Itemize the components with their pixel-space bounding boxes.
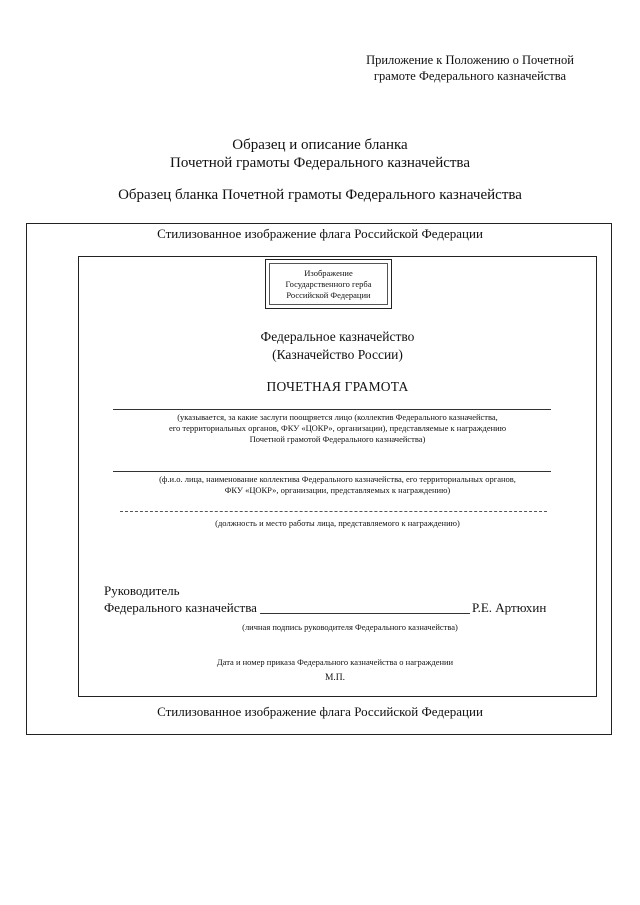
emblem-inner-frame bbox=[269, 263, 388, 305]
signature-title-line2: Федерального казначейства bbox=[104, 600, 257, 615]
title-line-1: Образец и описание бланка bbox=[232, 137, 408, 153]
name-rule bbox=[113, 471, 551, 472]
org-name-line2: (Казначейство России) bbox=[272, 347, 403, 362]
title-line-2: Почетной грамоты Федерального казначейства bbox=[170, 155, 470, 171]
position-rule bbox=[120, 511, 547, 512]
name-note-line2: ФКУ «ЦОКР», организации, представляемых к награждению) bbox=[224, 485, 451, 495]
title-line-3: Образец бланка Почетной грамоты Федерального казначейства bbox=[118, 187, 522, 203]
flag-caption-bottom: Стилизованное изображение флага Российской Федерации bbox=[157, 704, 483, 719]
document-title: ПОЧЕТНАЯ ГРАМОТА bbox=[266, 379, 409, 394]
merit-note-line2: его территориальных органов, ФКУ «ЦОКР», организации), представляемые к награждению bbox=[168, 423, 507, 433]
org-name bbox=[78, 328, 597, 364]
merit-note bbox=[78, 412, 597, 445]
merit-rule bbox=[113, 409, 551, 410]
name-note-line1: (ф.и.о. лица, наименование коллектива Федерального казначейства, его территориальных органов, bbox=[159, 474, 516, 484]
emblem-line1: Изображение bbox=[304, 267, 353, 278]
signature-note: (личная подпись руководителя Федерального казначейства) bbox=[242, 622, 458, 632]
signature-title-line1: Руководитель bbox=[104, 583, 180, 598]
appendix-note-line2: грамоте Федерального казначейства bbox=[373, 69, 567, 83]
appendix-note bbox=[300, 52, 640, 84]
signer-name: Р.Е. Артюхин bbox=[472, 600, 547, 615]
appendix-note-line1: Приложение к Положению о Почетной bbox=[366, 53, 574, 67]
stamp-place: М.П. bbox=[324, 673, 346, 683]
emblem-line3: Российской Федерации bbox=[286, 289, 371, 300]
merit-note-line3: Почетной грамотой Федерального казначейства) bbox=[249, 434, 426, 444]
order-note: Дата и номер приказа Федерального казначейства о награждении bbox=[216, 657, 454, 667]
signature-rule bbox=[260, 613, 470, 614]
position-note: (должность и место работы лица, представляемого к награждению) bbox=[215, 518, 460, 528]
merit-note-line1: (указывается, за какие заслуги поощряется лицо (коллектив Федерального казначейства, bbox=[177, 412, 498, 422]
org-name-line1: Федеральное казначейство bbox=[260, 329, 415, 344]
flag-caption-top: Стилизованное изображение флага Российской Федерации bbox=[157, 226, 483, 241]
name-note bbox=[78, 474, 597, 496]
emblem-line2: Государственного герба bbox=[285, 278, 372, 289]
emblem-placeholder bbox=[265, 259, 392, 309]
